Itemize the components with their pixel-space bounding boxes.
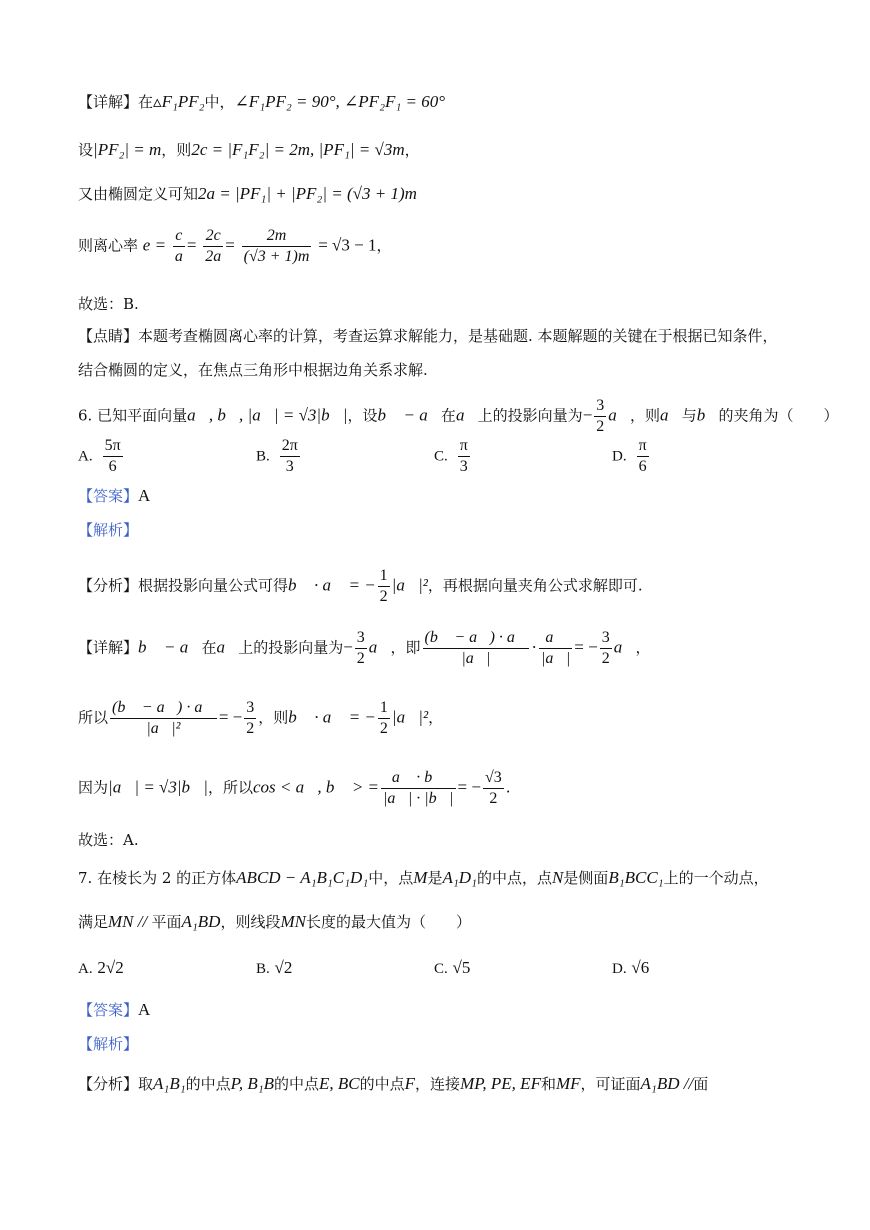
text: 故选：A. [78, 831, 139, 849]
detail-q6-line-3: 因为|a⃗| = √3|b⃗|，所以cos < a⃗, b⃗ > = $\frac{a⃗ \cdot b⃗}{|a⃗| \cdot |b⃗|}$ = − $\frac{√3}{2}$ . [78, 769, 511, 807]
text: 设 [78, 141, 94, 159]
math: b⃗ − a⃗ [377, 405, 441, 425]
analysis-tag-q6 [78, 520, 138, 540]
text: ，所以 [207, 778, 253, 797]
text: 与 [681, 406, 697, 425]
text: 平面 [151, 913, 182, 931]
math: F [404, 1074, 416, 1093]
math: cos < a⃗, b⃗ > = [252, 777, 380, 797]
fraction: $\frac{c}{a}$ [174, 227, 183, 265]
math: e = [142, 235, 167, 255]
answer-tag: 【答案】 [78, 1001, 139, 1019]
math: b⃗ · a⃗ = − [288, 707, 376, 727]
fraction: $\frac{3}{2}$ [356, 629, 365, 667]
option-D: D. $\frac{\pi}{6}$ [612, 437, 647, 475]
text: . [505, 778, 511, 797]
q7-option-D: D. √6 [612, 958, 650, 977]
answer-tag: 【答案】 [78, 487, 139, 505]
answer-value: A [138, 486, 151, 505]
question-7-line-1 [78, 868, 769, 888]
text: ， [635, 638, 651, 657]
analysis-q7-line [78, 1074, 708, 1094]
fraction: $\frac{3}{2}$ [596, 397, 605, 435]
math: A₁BD [181, 912, 221, 931]
text: 的中点 [185, 1075, 231, 1093]
math: |a⃗|² [391, 575, 428, 595]
math: M [413, 868, 428, 887]
text: ，即 [390, 638, 421, 657]
math: E, BC [319, 1074, 360, 1093]
option-C: C. $\frac{\pi}{3}$ [434, 437, 468, 475]
option-B: B. $\frac{2\pi}{3}$ [256, 437, 298, 475]
text: 中， [204, 93, 235, 111]
analysis-tag: 【解析】 [78, 521, 139, 539]
math: a⃗ [455, 405, 478, 425]
fraction: $\frac{a⃗ \cdot b⃗}{|a⃗| \cdot |b⃗|}$ [383, 769, 454, 807]
text: 的中点，点 [476, 869, 552, 887]
fraction: $\frac{1}{2}$ [379, 699, 388, 737]
math: b⃗ − a⃗ [138, 637, 202, 657]
math: a⃗ [216, 637, 239, 657]
text: 所以 [78, 708, 109, 727]
math: b⃗ · a⃗ = − [288, 575, 376, 595]
fraction: $\frac{(b⃗ - a⃗) \cdot a⃗}{|a⃗|}$ [424, 629, 528, 667]
text: ，则线段 [220, 913, 281, 931]
text: 上的投影向量为 [238, 638, 344, 657]
math: 2c = |F₁F₂| = 2m, |PF₁| = √3m [191, 140, 405, 159]
text: ， [428, 708, 444, 727]
text: 本题考查椭圆离心率的计算，考查运算求解能力，是基础题. 本题解题的关键在于根据已知条件， [138, 327, 778, 345]
comment-line-1 [78, 326, 778, 346]
detail-tag: 【详解】 [78, 93, 139, 111]
text: 在 [440, 406, 456, 425]
text: 的夹角为（ ） [718, 406, 839, 425]
text: ，连接 [415, 1075, 461, 1093]
text: 结合椭圆的定义，在焦点三角形中根据边角关系求解. [78, 361, 428, 379]
text: ， [404, 141, 420, 159]
q7-option-A: A. 2√2 [78, 958, 124, 977]
math: ABCD − A₁B₁C₁D₁ [236, 868, 369, 887]
text: 在 [138, 93, 154, 111]
math: a⃗ [613, 637, 636, 657]
math: |a⃗| = √3|b⃗| [108, 777, 208, 797]
math: 2a = |PF₁| + |PF₂| = (√3 + 1)m [198, 184, 417, 203]
text: ，则 [630, 406, 661, 425]
comment-line-2 [78, 360, 428, 380]
choose-A-line [78, 830, 139, 850]
fraction: $\frac{√3}{2}$ [484, 769, 502, 807]
text: 的中点 [274, 1075, 320, 1093]
detail-line-2 [78, 140, 420, 160]
choose-B-line [78, 294, 139, 314]
math: ∠F₁PF₂ = 90°, ∠PF₂F₁ = 60° [234, 92, 446, 111]
math: MP, PE, EF [460, 1074, 541, 1093]
fraction: $\frac{2m}{(√3 + 1)m}$ [243, 227, 310, 265]
math: A₁B₁ [153, 1074, 186, 1093]
q7-option-B: B. √2 [256, 958, 293, 977]
math: a⃗ [608, 405, 631, 425]
math: a⃗ [368, 637, 391, 657]
fraction: $\frac{(b⃗ - a⃗) \cdot a⃗}{\text{|a⃗|²}}$ [112, 699, 215, 737]
detail-line-3 [78, 184, 417, 204]
text: 满足 [78, 913, 109, 931]
text: ，可证面 [580, 1075, 641, 1093]
text: 面 [693, 1075, 709, 1093]
fraction: $\frac{a⃗}{|a⃗|}$ [541, 629, 571, 667]
text: 是侧面 [563, 869, 609, 887]
math: a⃗, b⃗, |a⃗| = √3|b⃗| [187, 405, 348, 425]
detail-line-1 [78, 92, 445, 112]
text: 6. 已知平面向量 [78, 406, 188, 425]
math: b⃗ [696, 405, 719, 425]
analysis-label: 【分析】 [78, 576, 139, 595]
detail-q6-line-2: 所以 $\frac{(b⃗ - a⃗) \cdot a⃗}{\text{|a⃗|²}}$ = − $\frac{3}{2}$ ，则b⃗ · a⃗ = − $\frac{1}{2}$ |a⃗|²， [78, 699, 444, 737]
question-6: 6. 已知平面向量a⃗, b⃗, |a⃗| = √3|b⃗|，设b⃗ − a⃗在a⃗上的投影向量为− $\frac{3}{2}$ a⃗，则a⃗与b⃗的夹角为（ ） [78, 397, 839, 435]
text: 则离心率 [78, 236, 139, 255]
analysis-tag: 【解析】 [78, 1035, 139, 1053]
math: a⃗ [660, 405, 682, 425]
math: A₁D₁ [442, 868, 477, 887]
question-7-line-2 [78, 912, 471, 932]
text: 上的一个动点， [663, 869, 769, 887]
text: ， [376, 236, 392, 255]
fraction: $\frac{3}{2}$ [601, 629, 610, 667]
math: MN [280, 912, 306, 931]
detail-q6-line-1: 【详解】b⃗ − a⃗在a⃗上的投影向量为− $\frac{3}{2}$ a⃗，即 $\frac{(b⃗ - a⃗) \cdot a⃗}{|a⃗|}$ · $\frac{a⃗}{|a⃗|}$ = − $\frac{3}{2}$ a⃗， [78, 629, 651, 667]
text: 取 [138, 1075, 154, 1093]
text: 中，点 [368, 869, 414, 887]
detail-line-4: 则离心率 e = $\frac{c}{a}$ = $\frac{2c}{2a}$ = $\frac{2m}{(√3 + 1)m}$ = √3 − 1， [78, 227, 392, 265]
text: 根据投影向量公式可得 [138, 576, 289, 595]
fraction: $\frac{2c}{2a}$ [205, 227, 222, 265]
text: 又由椭圆定义可知 [78, 185, 199, 203]
text: ，则 [258, 708, 289, 727]
text: 7. 在棱长为 2 的正方体 [78, 869, 237, 887]
text: 长度的最大值为（ ） [305, 913, 471, 931]
answer-value: A [138, 1000, 151, 1019]
math: P, B₁B [230, 1074, 275, 1093]
analysis-label: 【分析】 [78, 1075, 139, 1093]
fraction: $\frac{1}{2}$ [379, 567, 388, 605]
text: 因为 [78, 778, 109, 797]
fraction: $\frac{3}{2}$ [246, 699, 255, 737]
text: 和 [540, 1075, 556, 1093]
text: ，设 [347, 406, 378, 425]
answer-line-q6 [78, 486, 150, 506]
text: ，再根据向量夹角公式求解即可. [427, 576, 643, 595]
text: 故选：B. [78, 295, 139, 313]
text: 的中点 [359, 1075, 405, 1093]
math: MN // [108, 912, 152, 931]
text: 是 [427, 869, 443, 887]
comment-tag: 【点睛】 [78, 327, 139, 345]
analysis-tag-q7 [78, 1034, 138, 1054]
answer-line-q7 [78, 1000, 150, 1020]
math: A₁BD // [640, 1074, 694, 1093]
text: 在 [201, 638, 217, 657]
analysis-line [78, 566, 643, 607]
option-A: A. $\frac{5\pi}{6}$ [78, 437, 121, 475]
math: ▵F₁PF₂ [153, 92, 205, 111]
q7-option-C: C. √5 [434, 958, 471, 977]
text: ，则 [161, 141, 192, 159]
math: |a⃗|² [391, 707, 429, 727]
math: MF [555, 1074, 581, 1093]
math: N [551, 868, 564, 887]
text: 上的投影向量为 [477, 406, 583, 425]
math: = √3 − 1 [318, 235, 377, 255]
math: B₁BCC₁ [608, 868, 664, 887]
math: |PF₂| = m [93, 140, 162, 159]
detail-tag: 【详解】 [78, 638, 139, 657]
